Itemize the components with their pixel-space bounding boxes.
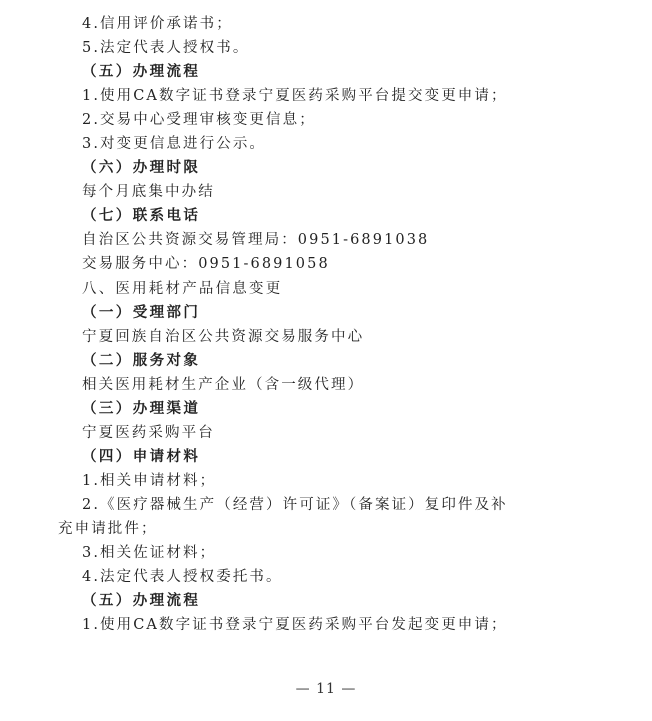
heading-process-1: （五）办理流程 bbox=[82, 63, 201, 80]
process-step-1: 1.使用CA数字证书登录宁夏医药采购平台提交变更申请； bbox=[82, 88, 508, 104]
heading-service-target: （二）服务对象 bbox=[82, 352, 201, 369]
material-3: 3.相关佐证材料； bbox=[82, 545, 217, 561]
channel-text: 宁夏医药采购平台 bbox=[82, 425, 215, 441]
heading-contact: （七）联系电话 bbox=[82, 207, 201, 224]
service-target-text: 相关医用耗材生产企业（含一级代理） bbox=[82, 377, 365, 393]
material-1: 1.相关申请材料； bbox=[82, 473, 217, 489]
section-title-8: 八、医用耗材产品信息变更 bbox=[82, 281, 283, 297]
contact-service-center: 交易服务中心：0951-6891058 bbox=[82, 256, 330, 272]
item-legal-rep-authorization: 5.法定代表人授权书。 bbox=[82, 40, 250, 56]
material-2: 2.《医疗器械生产（经营）许可证》（备案证）复印件及补 bbox=[82, 497, 508, 513]
heading-process-2: （五）办理流程 bbox=[82, 592, 201, 609]
heading-time-limit: （六）办理时限 bbox=[82, 159, 201, 176]
time-limit-text: 每个月底集中办结 bbox=[82, 184, 215, 200]
material-4: 4.法定代表人授权委托书。 bbox=[82, 569, 283, 585]
process2-step-1: 1.使用CA数字证书登录宁夏医药采购平台发起变更申请； bbox=[82, 617, 508, 633]
process-step-2: 2.交易中心受理审核变更信息； bbox=[82, 112, 316, 128]
department-text: 宁夏回族自治区公共资源交易服务中心 bbox=[82, 329, 365, 345]
heading-materials: （四）申请材料 bbox=[82, 448, 201, 465]
material-2-continued: 充申请批件； bbox=[58, 521, 158, 537]
contact-bureau: 自治区公共资源交易管理局：0951-6891038 bbox=[82, 232, 430, 248]
page-number: — 11 — bbox=[295, 681, 357, 697]
process-step-3: 3.对变更信息进行公示。 bbox=[82, 136, 267, 152]
heading-channel: （三）办理渠道 bbox=[82, 400, 201, 417]
item-credit-commitment: 4.信用评价承诺书； bbox=[82, 16, 233, 32]
heading-department: （一）受理部门 bbox=[82, 304, 201, 321]
